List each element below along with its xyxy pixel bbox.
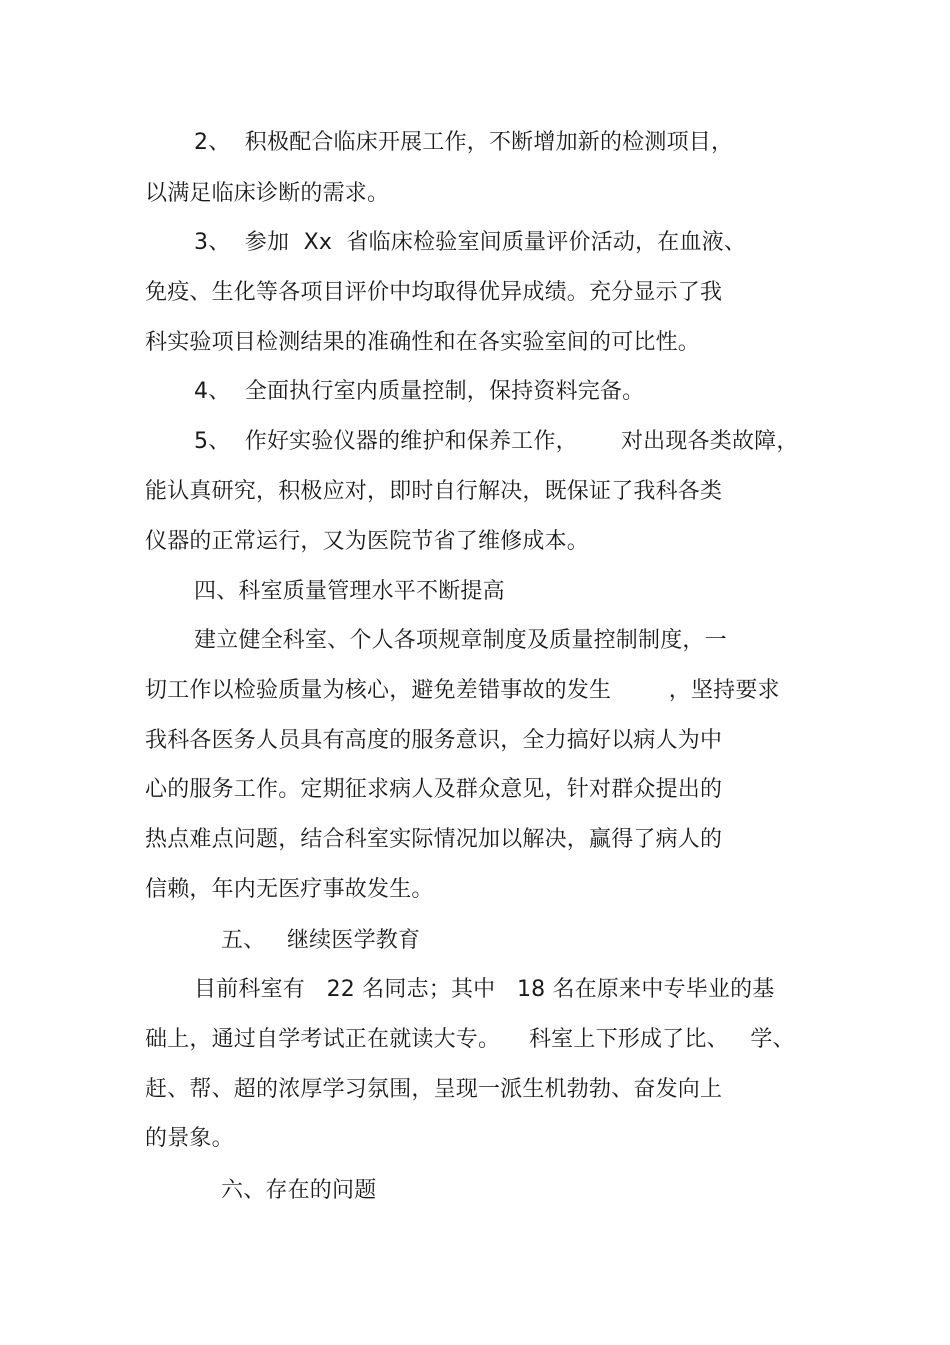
section-heading: 六、存在的问题 [221, 1178, 377, 1203]
text-line: 5、 作好实验仪器的维护和保养工作， 对出现各类故障， [194, 429, 799, 454]
text-line: 免疫、生化等各项目评价中均取得优异成绩。充分显示了我 [145, 280, 723, 305]
text-line: 的景象。 [145, 1126, 234, 1151]
section-heading: 五、 继续医学教育 [221, 928, 421, 953]
text-line: 切工作以检验质量为核心，避免差错事故的发生 ，坚持要求 [145, 678, 780, 703]
text-line: 赶、帮、超的浓厚学习氛围，呈现一派生机勃勃、奋发向上 [145, 1077, 723, 1102]
text-line: 热点难点问题，结合科室实际情况加以解决，赢得了病人的 [145, 827, 723, 852]
text-line: 能认真研究，积极应对，即时自行解决，既保证了我科各类 [145, 479, 723, 504]
text-line: 础上，通过自学考试正在就读大专。 科室上下形成了比、 学、 [145, 1027, 795, 1052]
text-line: 目前科室有 22 名同志；其中 18 名在原来中专毕业的基 [194, 977, 775, 1002]
text-line: 我科各医务人员具有高度的服务意识，全力搞好以病人为中 [145, 728, 723, 753]
text-line: 以满足临床诊断的需求。 [145, 181, 390, 206]
text-line: 建立健全科室、个人各项规章制度及质量控制制度，一 [194, 628, 727, 653]
text-line: 2、 积极配合临床开展工作，不断增加新的检测项目， [194, 130, 734, 155]
text-line: 仪器的正常运行，又为医院节省了维修成本。 [145, 529, 590, 554]
section-heading: 四、科室质量管理水平不断提高 [194, 579, 505, 604]
text-line: 4、 全面执行室内质量控制，保持资料完备。 [194, 379, 645, 404]
text-line: 心的服务工作。定期征求病人及群众意见，针对群众提出的 [145, 777, 723, 802]
text-line: 信赖，年内无医疗事故发生。 [145, 877, 434, 902]
text-line: 3、 参加 Xx 省临床检验室间质量评价活动，在血液、 [194, 230, 747, 255]
text-line: 科实验项目检测结果的准确性和在各实验室间的可比性。 [145, 330, 701, 355]
